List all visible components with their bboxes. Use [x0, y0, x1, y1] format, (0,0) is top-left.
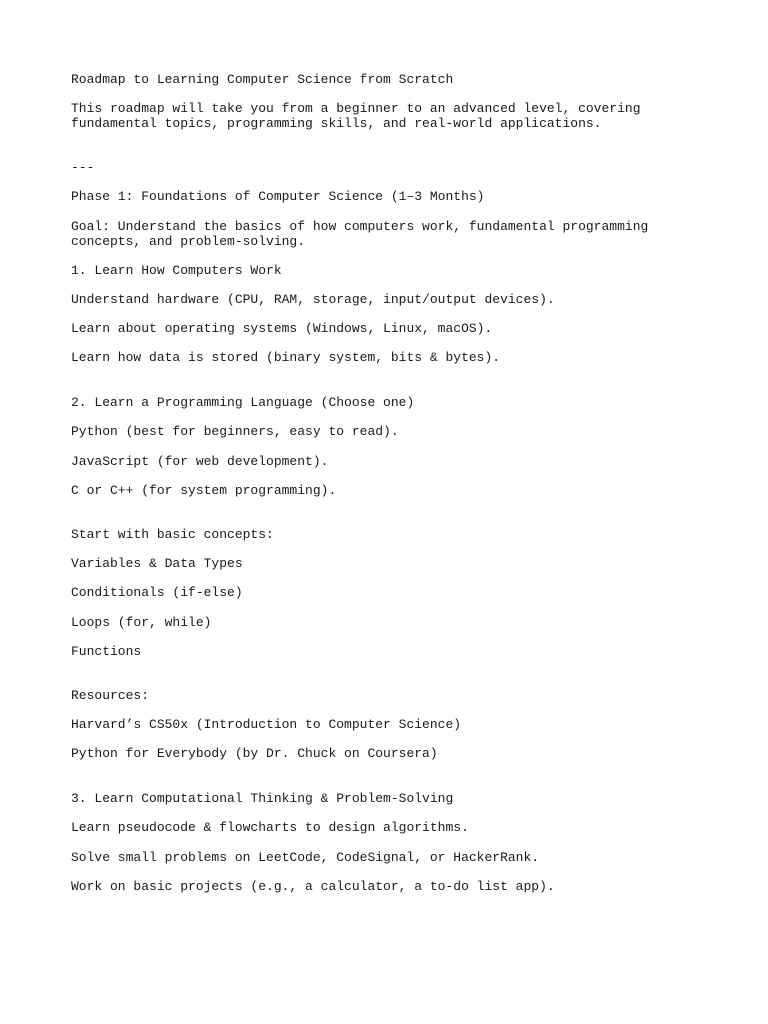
- section-heading: 2. Learn a Programming Language (Choose one): [71, 395, 415, 410]
- section-heading: 3. Learn Computational Thinking & Problem-Solving: [71, 791, 454, 806]
- list-item: Variables & Data Types: [71, 556, 243, 571]
- list-item: C or C++ (for system programming).: [71, 483, 337, 498]
- phase-goal: Goal: Understand the basics of how computers work, fundamental programming: [71, 219, 649, 234]
- list-item: Functions: [71, 644, 142, 659]
- list-item: Python for Everybody (by Dr. Chuck on Coursera): [71, 746, 438, 761]
- list-item: Learn about operating systems (Windows, Linux, macOS).: [71, 321, 493, 336]
- subsection-heading: Resources:: [71, 688, 150, 703]
- list-item: Learn pseudocode & flowcharts to design algorithms.: [71, 820, 469, 835]
- list-item: Python (best for beginners, easy to read).: [71, 424, 399, 439]
- phase-goal: concepts, and problem-solving.: [71, 234, 306, 249]
- section-heading: 1. Learn How Computers Work: [71, 263, 282, 278]
- intro-text: This roadmap will take you from a beginner to an advanced level, covering: [71, 101, 641, 116]
- list-item: Conditionals (if-else): [71, 585, 243, 600]
- intro-text: fundamental topics, programming skills, and real-world applications.: [71, 116, 602, 131]
- document-title: Roadmap to Learning Computer Science from Scratch: [71, 72, 454, 87]
- section-separator: ---: [71, 160, 95, 175]
- list-item: JavaScript (for web development).: [71, 454, 329, 469]
- list-item: Learn how data is stored (binary system, bits & bytes).: [71, 350, 501, 365]
- list-item: Solve small problems on LeetCode, CodeSignal, or HackerRank.: [71, 850, 540, 865]
- subsection-heading: Start with basic concepts:: [71, 527, 274, 542]
- list-item: Understand hardware (CPU, RAM, storage, input/output devices).: [71, 292, 555, 307]
- list-item: Work on basic projects (e.g., a calculator, a to-do list app).: [71, 879, 555, 894]
- list-item: Harvard’s CS50x (Introduction to Computer Science): [71, 717, 462, 732]
- phase-heading: Phase 1: Foundations of Computer Science (1–3 Months): [71, 189, 485, 204]
- list-item: Loops (for, while): [71, 615, 212, 630]
